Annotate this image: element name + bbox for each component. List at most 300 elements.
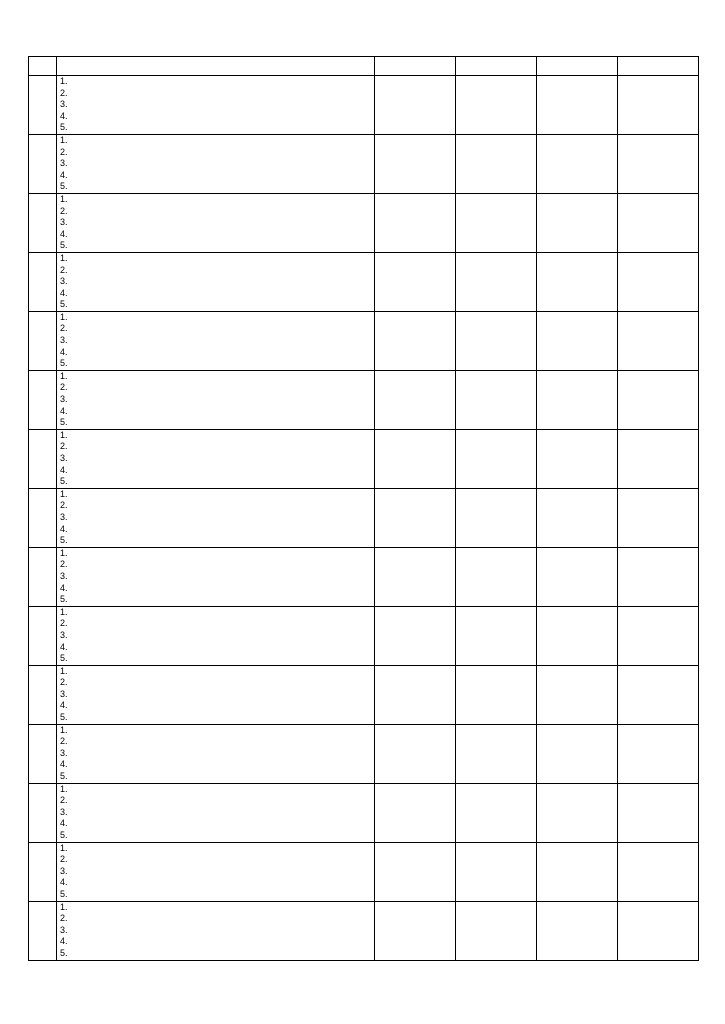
answer-option [456,936,536,948]
correct-answer [537,430,617,442]
question-line [57,902,374,914]
correct-answer [537,99,617,111]
answer-option [618,453,698,465]
correct-answer [618,111,698,123]
question-number: 5. [60,712,68,723]
answer-option [375,382,455,394]
answers-d-cell [618,606,699,665]
answer-option [456,371,536,383]
correct-answer [618,889,698,901]
answer-option [618,535,698,547]
answer-option [537,630,617,642]
question-number: 5. [60,947,68,958]
answer-option [375,548,455,560]
question-line [57,181,374,193]
answers-d-cell [618,488,699,547]
answer-option [618,441,698,453]
correct-answer [456,771,536,783]
answer-option [456,877,536,889]
question-number: 2. [60,736,68,747]
answer-option [537,771,617,783]
correct-answer [618,725,698,737]
questions-cell [57,429,375,488]
correct-answer [456,913,536,925]
answer-option [537,748,617,760]
question-number: 1. [60,76,68,86]
answer-option [537,925,617,937]
answers-c-cell [537,193,618,252]
question-line [57,88,374,100]
question-number: 2. [60,500,68,511]
correct-answer [456,465,536,477]
prize-value-cell [29,311,57,370]
answer-option [375,347,455,359]
questions-cell [57,665,375,724]
answer-option [375,265,455,277]
answers-a-cell [375,370,456,429]
answer-option [618,288,698,300]
answer-option [375,583,455,595]
question-number: 1. [60,606,68,617]
answer-option [618,653,698,665]
question-line [57,135,374,147]
answer-option [537,807,617,819]
answer-option [456,441,536,453]
prize-value-cell [29,370,57,429]
answer-option [618,382,698,394]
answer-option [537,583,617,595]
answers-c-cell [537,488,618,547]
answer-option [537,512,617,524]
answer-option [618,323,698,335]
answer-option [618,524,698,536]
question-line [57,689,374,701]
questions-cell [57,606,375,665]
answer-option [375,181,455,193]
question-number: 2. [60,441,68,452]
questions-cell [57,488,375,547]
correct-answer [537,417,617,429]
question-group-row [29,547,699,606]
correct-answer [456,748,536,760]
correct-answer [456,88,536,100]
answer-option [618,406,698,418]
answer-option [375,170,455,182]
answer-option [375,854,455,866]
question-number: 5. [60,771,68,782]
question-number: 2. [60,323,68,334]
question-number: 3. [60,453,68,463]
question-line [57,229,374,241]
question-line [57,500,374,512]
question-line [57,784,374,796]
answer-option [375,725,455,737]
answer-option [537,725,617,737]
question-line [57,394,374,406]
answer-option [537,759,617,771]
answer-option [375,335,455,347]
answer-option [537,548,617,560]
answer-option [618,902,698,914]
answers-c-cell [537,783,618,842]
question-number: 5. [60,122,68,133]
answer-option [456,312,536,324]
question-number: 2. [60,559,68,570]
question-line [57,240,374,252]
question-number: 3. [60,688,68,699]
question-line [57,217,374,229]
answer-option [618,936,698,948]
answer-option [375,559,455,571]
question-number: 5. [60,830,68,840]
answer-option [456,217,536,229]
answers-b-cell [456,488,537,547]
question-line [57,158,374,170]
question-line [57,323,374,335]
answer-option [537,347,617,359]
answers-d-cell [618,842,699,901]
answer-option [456,147,536,159]
answer-option [618,607,698,619]
answer-option [618,335,698,347]
prize-value-cell [29,193,57,252]
answer-option [618,489,698,501]
question-number: 4. [60,582,68,593]
answer-option [537,111,617,123]
answers-b-cell [456,134,537,193]
answer-option [537,465,617,477]
question-number: 2. [60,618,68,629]
correct-answer [618,571,698,583]
correct-answer [375,512,455,524]
question-line [57,206,374,218]
answer-option [618,194,698,206]
answer-option [375,371,455,383]
correct-answer [456,843,536,855]
answers-b-cell [456,370,537,429]
answers-b-cell [456,842,537,901]
question-line [57,925,374,937]
question-number: 3. [60,570,68,581]
question-number: 2. [60,264,68,275]
answers-d-cell [618,134,699,193]
answer-option [537,371,617,383]
answer-option [375,784,455,796]
questions-cell [57,193,375,252]
question-number: 4. [60,523,68,534]
correct-answer [456,618,536,630]
answer-option [618,76,698,88]
answer-option [375,323,455,335]
answers-c-cell [537,429,618,488]
answer-option [537,795,617,807]
correct-answer [456,181,536,193]
questions-cell [57,134,375,193]
question-line [57,453,374,465]
answer-option [618,784,698,796]
header-row [29,57,699,76]
question-line [57,948,374,960]
answer-option [537,948,617,960]
question-line [57,347,374,359]
answer-option [375,830,455,842]
answer-option [618,476,698,488]
question-number: 2. [60,146,68,157]
answer-option [537,312,617,324]
answer-option [375,76,455,88]
answer-option [375,700,455,712]
correct-answer [537,902,617,914]
question-line [57,936,374,948]
answer-option [618,618,698,630]
question-line [57,712,374,724]
question-number: 5. [60,240,68,251]
answers-c-cell [537,665,618,724]
answer-option [618,666,698,678]
question-number: 1. [60,252,68,263]
answers-d-cell [618,311,699,370]
answer-option [618,712,698,724]
question-line [57,512,374,524]
correct-answer [537,594,617,606]
answer-option [618,206,698,218]
correct-answer [375,642,455,654]
question-number: 2. [60,913,68,924]
answer-option [618,217,698,229]
question-line [57,358,374,370]
question-group-row [29,842,699,901]
prize-value-cell [29,488,57,547]
correct-answer [456,535,536,547]
answer-option [456,948,536,960]
answers-a-cell [375,252,456,311]
answer-option [537,571,617,583]
question-number: 4. [60,641,68,652]
question-line [57,866,374,878]
answer-option [375,88,455,100]
question-line [57,253,374,265]
question-group-row [29,76,699,135]
answer-option [537,394,617,406]
answer-option [375,689,455,701]
answer-option [456,524,536,536]
answer-option [618,347,698,359]
question-number: 5. [60,535,68,546]
question-line [57,382,374,394]
questions-cell [57,901,375,960]
answers-c-cell [537,547,618,606]
answer-option [618,843,698,855]
answers-c-cell [537,252,618,311]
answer-option [375,666,455,678]
answer-option [537,653,617,665]
question-line [57,571,374,583]
question-line [57,288,374,300]
question-number: 3. [60,394,68,405]
answer-option [537,358,617,370]
answer-option [456,712,536,724]
answer-option [375,122,455,134]
header-answer-d [618,57,699,76]
answer-option [618,240,698,252]
answers-a-cell [375,193,456,252]
answer-option [375,394,455,406]
questions-cell [57,252,375,311]
answer-option [537,712,617,724]
prize-value-cell [29,134,57,193]
answer-option [618,417,698,429]
answer-option [537,854,617,866]
answer-option [375,276,455,288]
answer-option [456,394,536,406]
answer-option [618,925,698,937]
question-number: 5. [60,653,68,664]
answer-option [375,653,455,665]
answer-option [618,548,698,560]
answer-option [456,594,536,606]
answers-d-cell [618,370,699,429]
correct-answer [537,524,617,536]
answer-option [456,830,536,842]
question-number: 4. [60,936,68,947]
answer-option [456,902,536,914]
question-number: 3. [60,511,68,522]
question-number: 4. [60,405,68,416]
answer-option [375,158,455,170]
answer-option [537,170,617,182]
answer-option [618,866,698,878]
prize-value-cell [29,252,57,311]
answer-option [375,948,455,960]
question-number: 2. [60,205,68,216]
correct-answer [456,548,536,560]
answer-option [537,677,617,689]
answers-c-cell [537,724,618,783]
answer-option [456,795,536,807]
answer-option [375,99,455,111]
answer-option [537,642,617,654]
answer-option [375,843,455,855]
question-line [57,725,374,737]
question-line [57,312,374,324]
answer-option [375,759,455,771]
correct-answer [375,312,455,324]
question-line [57,607,374,619]
question-group-row [29,311,699,370]
question-number: 3. [60,924,68,935]
answer-option [375,111,455,123]
correct-answer [456,925,536,937]
quiz-table [28,56,699,961]
question-number: 1. [60,547,68,558]
answer-option [456,229,536,241]
question-line [57,535,374,547]
question-number: 3. [60,629,68,640]
answer-option [375,147,455,159]
correct-answer [456,170,536,182]
question-number: 5. [60,417,68,428]
answers-b-cell [456,429,537,488]
correct-answer [537,335,617,347]
question-line [57,417,374,429]
quiz-body [29,76,699,961]
prize-value-cell [29,606,57,665]
question-number: 2. [60,87,68,98]
answer-option [537,700,617,712]
answer-option [375,206,455,218]
answers-b-cell [456,193,537,252]
answer-option [537,607,617,619]
prize-value-cell [29,429,57,488]
answer-option [456,689,536,701]
question-line [57,465,374,477]
question-number: 4. [60,700,68,711]
answer-option [375,476,455,488]
question-number: 2. [60,795,68,806]
answer-option [375,877,455,889]
header-answer-c [537,57,618,76]
questions-cell [57,311,375,370]
answer-option [456,453,536,465]
answers-b-cell [456,311,537,370]
question-number: 4. [60,169,68,180]
correct-answer [375,194,455,206]
correct-answer [456,489,536,501]
answer-option [375,936,455,948]
correct-answer [456,323,536,335]
answer-option [537,122,617,134]
question-line [57,524,374,536]
correct-answer [456,736,536,748]
question-line [57,335,374,347]
answer-option [537,229,617,241]
answer-option [618,512,698,524]
questions-cell [57,76,375,135]
correct-answer [537,830,617,842]
answer-option [456,122,536,134]
question-number: 3. [60,158,68,169]
question-group-row [29,252,699,311]
correct-answer [537,476,617,488]
answers-d-cell [618,665,699,724]
answer-option [375,253,455,265]
question-group-row [29,193,699,252]
answer-option [537,323,617,335]
answer-option [537,535,617,547]
answer-option [618,830,698,842]
question-line [57,489,374,501]
answer-option [618,312,698,324]
question-number: 1. [60,488,68,499]
question-line [57,889,374,901]
question-line [57,630,374,642]
question-number: 5. [60,594,68,605]
answer-option [537,253,617,265]
answer-option [618,253,698,265]
questions-cell [57,783,375,842]
answer-option [618,170,698,182]
title-banner [0,20,725,56]
question-line [57,476,374,488]
question-line [57,299,374,311]
question-group-row [29,665,699,724]
header-value [29,57,57,76]
question-number: 1. [60,724,68,735]
answer-option [618,583,698,595]
answer-option [456,335,536,347]
question-line [57,122,374,134]
answer-option [456,818,536,830]
